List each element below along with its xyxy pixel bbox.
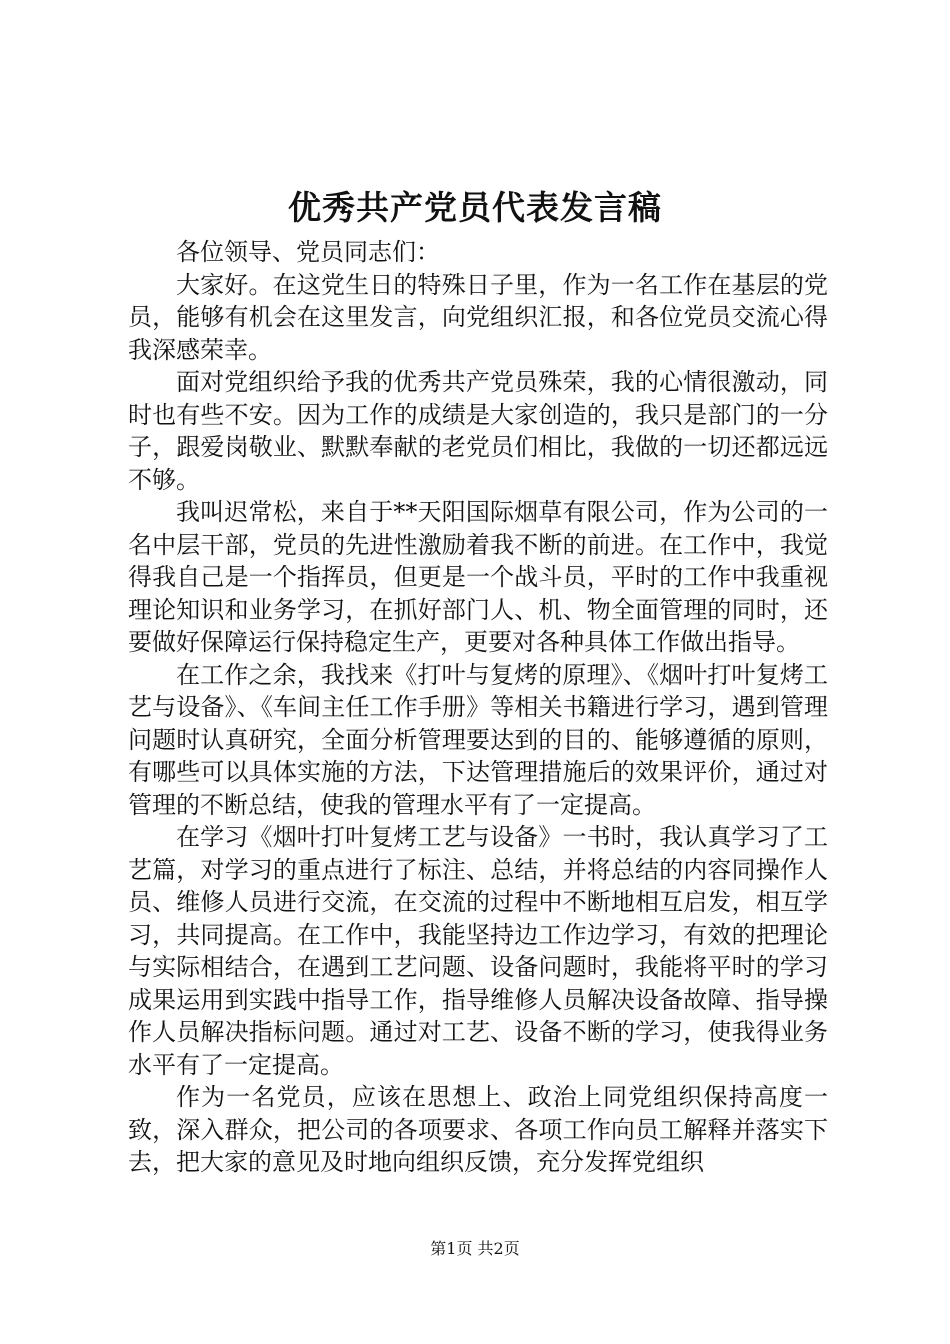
body-paragraph: 在学习《烟叶打叶复烤工艺与设备》一书时，我认真学习了工艺篇，对学习的重点进行了标注、总结，并将总结的内容同操作人员、维修人员进行交流，在交流的过程中不断地相互启发，相互学习，共同提高。在工作中，我能坚持边工作边学习，有效的把理论与实际相结合，在遇到工艺问题、设备问题时，我能将平时的学习成果运用到实践中指导工作，指导维修人员解决设备故障、指导操作人员解决指标问题。通过对工艺、设备不断的学习，使我得业务水平有了一定提高。 xyxy=(128,823,828,1079)
body-paragraph: 大家好。在这党生日的特殊日子里，作为一名工作在基层的党员，能够有机会在这里发言，向党组织汇报，和各位党员交流心得我深感荣幸。 xyxy=(128,270,828,364)
body-paragraph: 面对党组织给予我的优秀共产党员殊荣，我的心情很激动，同时也有些不安。因为工作的成绩是大家创造的，我只是部门的一分子，跟爱岗敬业、默默奉献的老党员们相比，我做的一切还都远远不够。 xyxy=(128,368,828,494)
document-body xyxy=(128,236,828,1179)
salutation-paragraph: 各位领导、党员同志们： xyxy=(176,238,440,266)
body-paragraph: 我叫迟常松，来自于**天阳国际烟草有限公司，作为公司的一名中层干部，党员的先进性激励着我不断的前进。在工作中，我觉得我自己是一个指挥员，但更是一个战斗员，平时的工作中我重视理论知识和业务学习，在抓好部门人、机、物全面管理的同时，还要做好保障运行保持稳定生产，更要对各种具体工作做出指导。 xyxy=(128,498,828,656)
body-paragraph: 在工作之余，我找来《打叶与复烤的原理》、《烟叶打叶复烤工艺与设备》、《车间主任工作手册》等相关书籍进行学习，遇到管理问题时认真研究，全面分析管理要达到的目的、能够遵循的原则，有哪些可以具体实施的方法，下达管理措施后的效果评价，通过对管理的不断总结，使我的管理水平有了一定提高。 xyxy=(128,660,828,819)
document-title: 优秀共产党员代表发言稿 xyxy=(288,188,662,227)
body-paragraph: 作为一名党员，应该在思想上、政治上同党组织保持高度一致，深入群众，把公司的各项要求、各项工作向员工解释并落实下去，把大家的意见及时地向组织反馈，充分发挥党组织 xyxy=(128,1083,828,1176)
page-number-footer: 第1页 共2页 xyxy=(430,1239,520,1258)
